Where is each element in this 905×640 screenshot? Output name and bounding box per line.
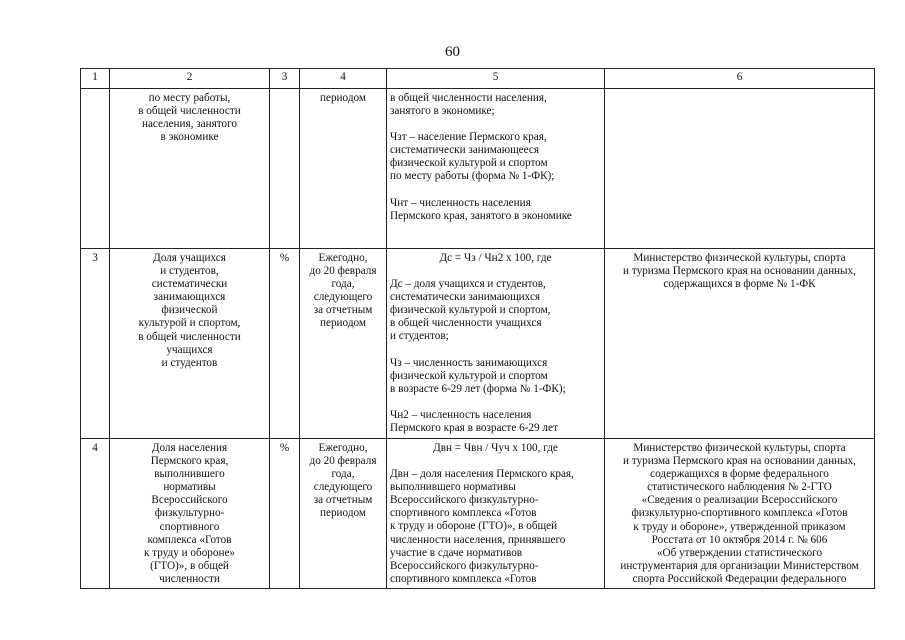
method-paragraph: Дс – доля учащихся и студентов, систематически занимающихся физической культурой и спортом, в общей численности учащихся и студентов;: [390, 278, 551, 343]
period-cell: периодом: [300, 89, 387, 249]
formula: Двн = Чвн / Чуч х 100, где: [433, 442, 558, 454]
unit-cell: [270, 89, 300, 249]
indicator-name-cell: по месту работы, в общей численности населения, занятого в экономике: [110, 89, 270, 249]
indicator-name-cell: Доля учащихся и студентов, систематически занимающихся физической культурой и спортом, в общей численности учащихся и студентов: [110, 249, 270, 439]
source-cell: Министерство физической культуры, спорта и туризма Пермского края на основании данных, содержащихся в форме федерального статистического наблюдения № 2-ГТО «Сведения о реализации Всероссийского физкультурно-спортивного комплекса «Готов к труду и обороне», утвержденной приказом Росстата от 10 октября 2014 г. № 606 «Об утверждении статистического инструментария для организации Министерством спорта Российской Федерации федерального: [605, 439, 875, 589]
column-header: 5: [387, 69, 605, 89]
table-row: [81, 249, 875, 439]
method-paragraph: Чзт – население Пермского края, систематически занимающееся физической культурой и спортом по месту работы (форма № 1-ФК);: [390, 131, 555, 183]
unit-cell: %: [270, 249, 300, 439]
method-cell: [387, 89, 605, 249]
method-paragraph: Чнт – численность населения Пермского края, занятого в экономике: [390, 196, 572, 222]
column-header: 2: [110, 69, 270, 89]
row-number-cell: 4: [81, 439, 110, 589]
column-header: 4: [300, 69, 387, 89]
table-header-row: [81, 69, 875, 89]
indicator-name-cell: Доля населения Пермского края, выполнившего нормативы Всероссийского физкультурно- спортивного комплекса «Готов к труду и обороне» (ГТО)», в общей численности: [110, 439, 270, 589]
source-cell: Министерство физической культуры, спорта и туризма Пермского края на основании данных, содержащихся в форме № 1-ФК: [605, 249, 875, 439]
column-header: 3: [270, 69, 300, 89]
table-row: [81, 439, 875, 589]
period-cell: Ежегодно, до 20 февраля года, следующего за отчетным периодом: [300, 249, 387, 439]
method-paragraph: Чн2 – численность населения Пермского края в возрасте 6-29 лет: [390, 408, 558, 434]
source-cell: [605, 89, 875, 249]
formula: Дс = Чз / Чн2 х 100, где: [439, 252, 552, 264]
method-cell: [387, 439, 605, 589]
table-row: [81, 89, 875, 249]
column-header: 1: [81, 69, 110, 89]
method-paragraph: в общей численности населения, занятого в экономике;: [390, 92, 547, 118]
row-number-cell: 3: [81, 249, 110, 439]
method-paragraph: Двн – доля населения Пермского края, выполнившего нормативы Всероссийского физкультурно- спортивного комплекса «Готов к труду и обороне (ГТО)», в общей численности населения, принявшего участие в сдаче нормативов Всероссийского физкультурно- спортивного комплекса «Готов: [390, 468, 574, 585]
method-paragraph: Чз – численность занимающихся физической культурой и спортом в возрасте 6-29 лет (форма № 1-ФК);: [390, 356, 566, 395]
page-number: 60: [445, 44, 460, 60]
indicator-table: [80, 68, 875, 589]
unit-cell: %: [270, 439, 300, 589]
column-header: 6: [605, 69, 875, 89]
method-cell: [387, 249, 605, 439]
row-number-cell: [81, 89, 110, 249]
period-cell: Ежегодно, до 20 февраля года, следующего за отчетным периодом: [300, 439, 387, 589]
